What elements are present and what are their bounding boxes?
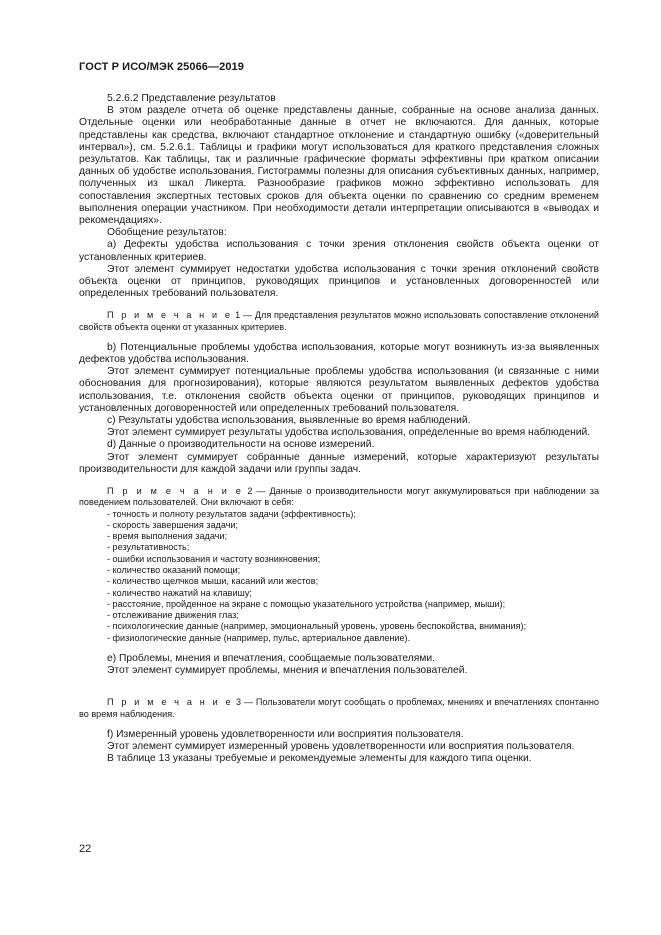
page-number: 22	[79, 843, 92, 855]
list-item: - количество оказаний помощи;	[107, 564, 241, 575]
item-f-title: f) Измеренный уровень удовлетворенности или восприятия пользователя.	[107, 728, 464, 740]
item-b-description: Этот элемент суммирует потенциальные проблемы удобства использования (и связанные с ними обоснования для прогнозирования), которые являются результатом выявленных дефектов удобства использования, т.е. отклонения свойств объекта оценки от принципов, руководящих принципов и установленных договоренностей или определенных требований пользователя.	[79, 366, 599, 414]
item-a-description: Этот элемент суммирует недостатки удобства использования с точки зрения отклонений свойств объекта оценки от принципов, руководящих принципов и установленных договоренностей или определенных требований пользователя.	[79, 263, 599, 300]
item-c-description: Этот элемент суммирует результаты удобства использования, определенные во время наблюдений.	[107, 427, 591, 439]
document-body	[79, 93, 599, 765]
list-item: - точность и полноту результатов задачи (эффективность);	[107, 508, 356, 519]
note-2-text: 2 — Данные о производительности могут аккумулироваться при наблюдении за поведением пользователей. Они включают в себя:	[79, 486, 600, 508]
table-reference: В таблице 13 указаны требуемые и рекомендуемые элементы для каждого типа оценки.	[107, 753, 532, 765]
list-item: - количество щелчков мыши, касаний или жестов;	[107, 576, 319, 587]
list-item: - скорость завершения задачи;	[107, 519, 239, 530]
list-item: - количество нажатий на клавишу;	[107, 587, 252, 598]
paragraph-generalization: Обобщение результатов:	[107, 227, 227, 239]
list-item: - физиологические данные (например, пульс, артериальное давление).	[107, 632, 411, 643]
note-3	[79, 697, 599, 719]
note-1-label: П р и м е ч а н и е	[107, 310, 233, 321]
list-item: - отслеживание движения глаз;	[107, 610, 239, 621]
item-d-title: d) Данные о производительности на основе измерений.	[107, 439, 375, 451]
item-a-title: a) Дефекты удобства использования с точки зрения отклонения свойств объекта оценки от установленных критериев.	[79, 239, 599, 263]
list-item: - время выполнения задачи;	[107, 531, 228, 542]
item-c-title: c) Результаты удобства использования, выявленные во время наблюдений.	[107, 415, 471, 427]
note-3-label: П р и м е ч а н и е	[107, 697, 234, 708]
item-b-title: b) Потенциальные проблемы удобства использования, которые могут возникнуть из-за выявленных дефектов удобства использования.	[79, 341, 599, 366]
note-1	[79, 310, 599, 332]
note-3-text: 3 — Пользователи могут сообщать о проблемах, мнениях и впечатлениях спонтанно во время наблюдения.	[79, 697, 599, 719]
note-2-list	[79, 509, 599, 645]
list-item: - ошибки использования и частоту возникновения;	[107, 553, 321, 564]
spacer	[79, 677, 599, 687]
list-item: - психологические данные (например, эмоциональный уровень, уровень беспокойства, внимания);	[107, 621, 527, 632]
note-2-label: П р и м е ч а н и е	[107, 486, 244, 497]
note-2-intro	[79, 486, 599, 508]
document-header: ГОСТ Р ИСО/МЭК 25066—2019	[79, 61, 244, 73]
list-item: - расстояние, пройденное на экране с помощью указательного устройства (например, мыши);	[107, 598, 506, 609]
item-d-description: Этот элемент суммирует собранные данные измерений, которые характеризуют результаты производительности для каждой задачи или группы задач.	[79, 451, 599, 475]
item-f-description: Этот элемент суммирует измеренный уровень удовлетворенности или восприятия пользователя.	[107, 741, 575, 753]
section-title: 5.2.6.2 Представление результатов	[107, 93, 276, 104]
item-e-title: e) Проблемы, мнения и впечатления, сообщаемые пользователями.	[107, 653, 435, 665]
list-item: - результативность;	[107, 542, 190, 553]
note-2	[79, 486, 599, 644]
paragraph-intro: В этом разделе отчета об оценке представлены данные, собранные на основе анализа данных. Отдельные оценки или необработанные данные в отчет не включаются. Для данных, которые представлены как средства, включают стандартное отклонение и стандартную ошибку («доверительный интервал»), см. 5.2.6.1. Таблицы и графики могут использоваться для краткого представления сложных результатов. Как таблицы, так и различные графические форматы эффективны при кратком описании данных об удобстве использования. Гистограммы полезны для описания субъективных данных, например, полученных из шкал Ликерта. Разнообразие графиков можно эффективно использовать для сопоставления экспертных тестовых сроков для объекта оценки по сравнению со средним временем выполнения операции участником. При необходимости детали интерпретации описываются в «выводах и рекомендациях».	[79, 105, 599, 227]
note-1-text: 1 — Для представления результатов можно использовать сопоставление отклонений свойств объекта оценки от указанных критериев.	[79, 310, 599, 332]
item-e-description: Этот элемент суммирует проблемы, мнения и впечатления пользователей.	[107, 665, 468, 677]
